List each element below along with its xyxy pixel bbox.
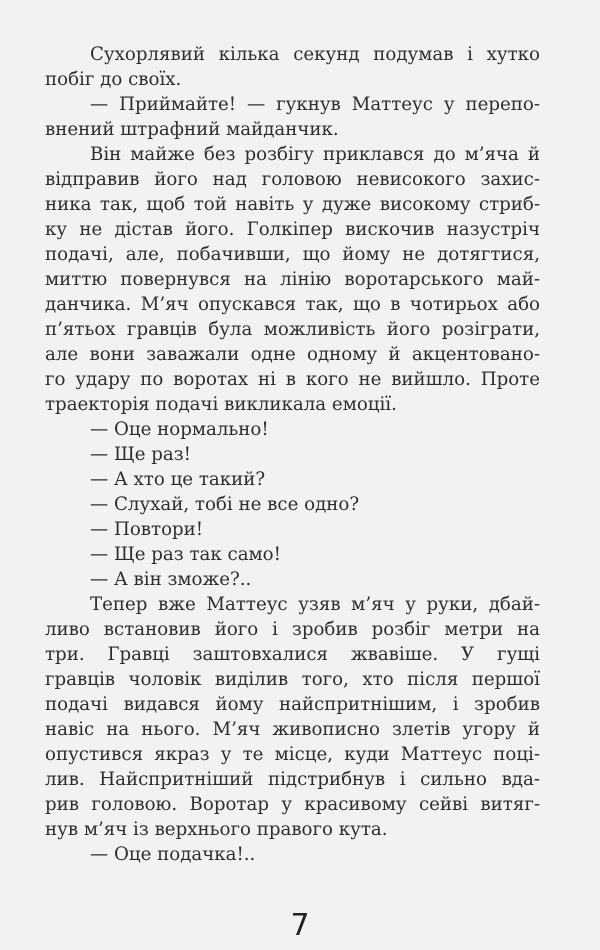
- text-line: навіс на нього. М’яч живописно злетів угору й: [45, 719, 540, 740]
- text-line: — Ще раз!: [90, 444, 191, 465]
- text-line: ливо встановив його і зробив розбіг метри на: [45, 619, 540, 640]
- text-line: ку не дістав його. Голкіпер вискочив назустріч: [45, 219, 540, 240]
- text-line: рив головою. Воротар у красивому сейві витяг-: [45, 794, 540, 815]
- page-body: [45, 42, 540, 867]
- text-line: — Оце подачка!..: [90, 844, 256, 865]
- text-line: траекторія подачі викликала емоції.: [45, 394, 397, 415]
- text-line: данчика. М’яч опускався так, що в чотирьох або: [45, 294, 540, 315]
- text-line: але вони заважали одне одному й акцентовано-: [45, 344, 540, 365]
- text-line: три. Гравці заштовхалися жвавіше. У гущі: [45, 644, 540, 665]
- text-line: ника так, щоб той навіть у дуже високому стриб-: [45, 194, 540, 215]
- text-line: подачі видався йому найспритнішим, і зробив: [45, 694, 540, 715]
- text-line: Тепер вже Маттеус узяв м’яч у руки, дбай-: [90, 594, 540, 615]
- text-line: нув м’яч із верхнього правого кута.: [45, 819, 388, 840]
- text-line: миттю повернувся на лінію воротарського май-: [45, 269, 540, 290]
- text-line: внений штрафний майданчик.: [45, 119, 339, 140]
- text-line: Він майже без розбігу приклався до м’яча й: [90, 144, 540, 165]
- text-line: гравців чоловік виділив того, хто після першої: [45, 669, 540, 690]
- text-line: — А він зможе?..: [90, 569, 252, 590]
- text-line: — А хто це такий?: [90, 469, 266, 490]
- text-line: — Ще раз так само!: [90, 544, 281, 565]
- text-line: — Оце нормально!: [90, 419, 269, 440]
- text-line: — Повтори!: [90, 519, 204, 540]
- text-line: — Приймайте! — гукнув Маттеус у перепо-: [90, 94, 540, 115]
- text-line: побіг до своїх.: [45, 69, 182, 90]
- text-line: го удару по воротах ні в кого не вийшло. Проте: [45, 369, 540, 390]
- text-line: відправив його над головою невисокого захис-: [45, 169, 540, 190]
- page-number: 7: [290, 908, 310, 943]
- text-line: п’ятьох гравців була можливість його розіграти,: [45, 319, 540, 340]
- text-line: Сухорлявий кілька секунд подумав і хутко: [90, 44, 540, 65]
- text-line: подачі, але, побачивши, що йому не дотягтися,: [45, 244, 540, 265]
- text-line: — Слухай, тобі не все одно?: [90, 494, 360, 515]
- text-line: опустився якраз у те місце, куди Маттеус поці-: [45, 744, 540, 765]
- text-line: лив. Найспритніший підстрибнув і сильно вда-: [45, 769, 540, 790]
